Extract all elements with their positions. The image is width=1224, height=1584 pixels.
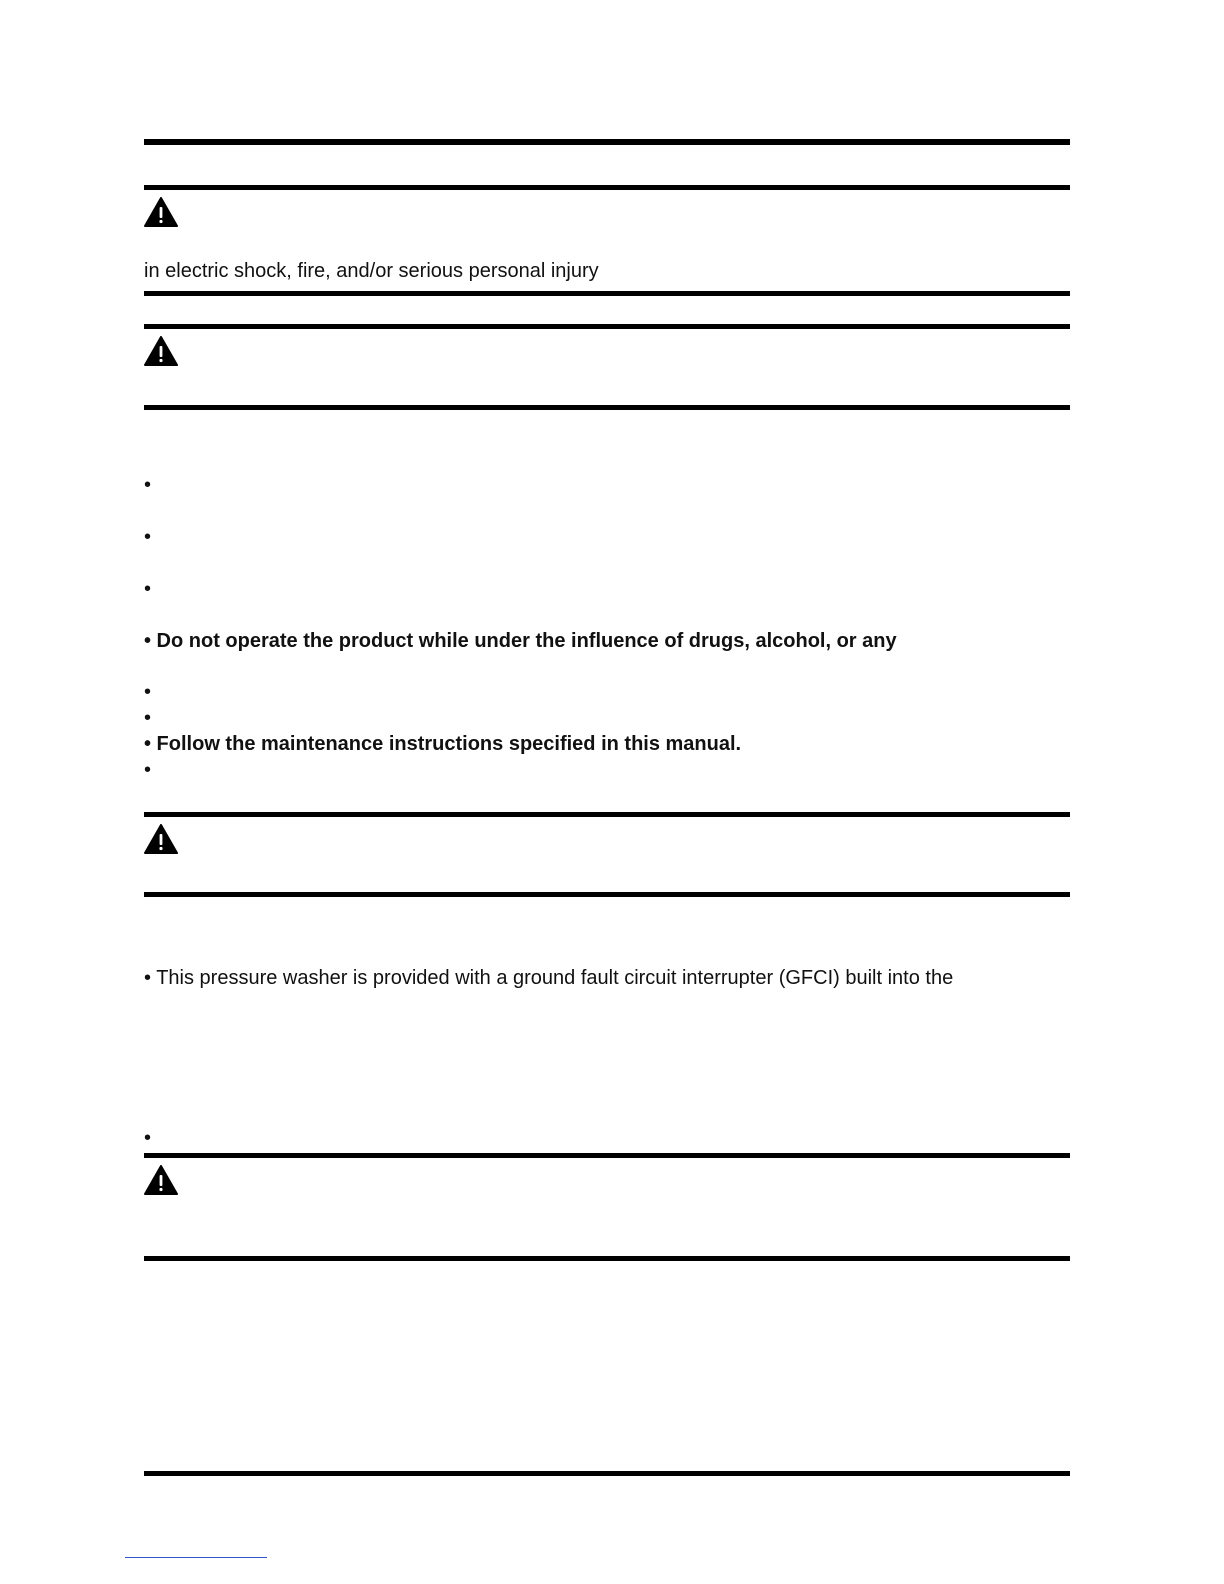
list-item: • bbox=[144, 526, 152, 548]
warning-1-text: in electric shock, fire, and/or serious personal injury bbox=[144, 260, 599, 282]
warning-triangle-icon bbox=[144, 197, 178, 227]
list-item: • bbox=[144, 707, 152, 729]
list-item: • bbox=[144, 1127, 152, 1149]
warning-triangle-icon bbox=[144, 1165, 178, 1195]
warning-1-top-rule bbox=[144, 185, 1070, 190]
list-item-drugs-alcohol: • Do not operate the product while under the influence of drugs, alcohol, or any bbox=[144, 630, 897, 652]
warning-3-top-rule bbox=[144, 812, 1070, 817]
list-item: • bbox=[144, 578, 152, 600]
warning-3-bottom-rule bbox=[144, 892, 1070, 897]
warning-2-top-rule bbox=[144, 324, 1070, 329]
warning-triangle-icon bbox=[144, 824, 178, 854]
section-rule-bottom bbox=[144, 1471, 1070, 1476]
warning-4-top-rule bbox=[144, 1153, 1070, 1158]
warning-1-bottom-rule bbox=[144, 291, 1070, 296]
warning-2-bottom-rule bbox=[144, 405, 1070, 410]
section-rule-top bbox=[144, 139, 1070, 145]
list-item: • bbox=[144, 681, 152, 703]
link-underline[interactable] bbox=[125, 1557, 267, 1558]
list-item: • bbox=[144, 759, 152, 781]
list-item: • bbox=[144, 474, 152, 496]
list-item-maintenance: • Follow the maintenance instructions specified in this manual. bbox=[144, 733, 742, 755]
warning-4-bottom-rule bbox=[144, 1256, 1070, 1261]
gfci-text: • This pressure washer is provided with a ground fault circuit interrupter (GFCI) built into the bbox=[144, 967, 954, 989]
warning-triangle-icon bbox=[144, 336, 178, 366]
